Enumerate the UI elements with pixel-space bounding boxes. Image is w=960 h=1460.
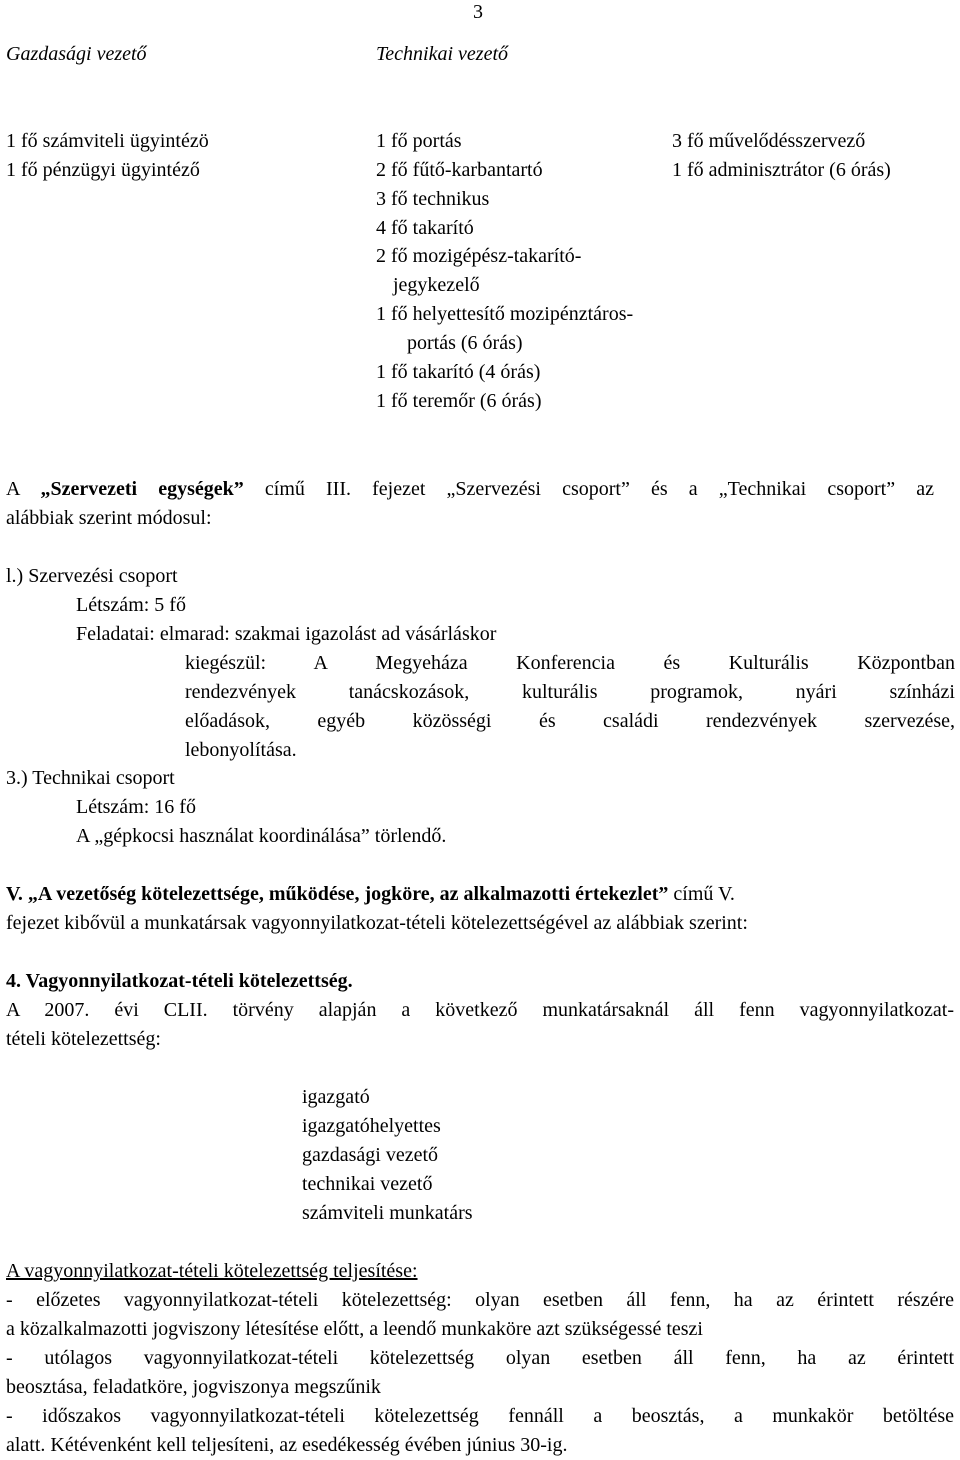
section4-title: 4. Vagyonnyilatkozat-tételi kötelezettség. <box>6 970 353 992</box>
page-number: 3 <box>473 1 483 23</box>
group1-tasks: Feladatai: elmarad: szakmai igazolást ad vásárláskor <box>76 623 497 645</box>
staff-line: 2 fő mozigépész-takarító- <box>376 245 582 267</box>
section3-intro-line1: A „Szervezeti egységek” című III. fejezet „Szervezési csoport” és a „Technikai csoport” az <box>6 478 934 500</box>
header-technical-manager: Technikai vezető <box>376 43 509 65</box>
fulfilment-line: - időszakos vagyonnyilatkozat-tételi kötelezettség fennáll a beosztás, a munkakör betöltése <box>6 1405 954 1427</box>
group1-extra-line: kiegészül: A Megyeháza Konferencia és Kulturális Központban <box>185 652 955 674</box>
fulfilment-title: A vagyonnyilatkozat-tételi kötelezettség teljesítése: <box>6 1260 418 1282</box>
staff-line: 1 fő takarító (4 órás) <box>376 361 541 383</box>
staff-line: jegykezelő <box>393 274 480 296</box>
position-item: igazgatóhelyettes <box>302 1115 441 1137</box>
group3-title: 3.) Technikai csoport <box>6 767 175 789</box>
fulfilment-line: - előzetes vagyonnyilatkozat-tételi kötelezettség: olyan esetben áll fenn, ha az érintett részére <box>6 1289 954 1311</box>
staff-line: 1 fő portás <box>376 130 462 152</box>
group1-title: l.) Szervezési csoport <box>6 565 178 587</box>
header-economic-manager: Gazdasági vezető <box>6 43 147 65</box>
staff-line: 1 fő számviteli ügyintézö <box>6 130 209 152</box>
staff-line: 1 fő pénzügyi ügyintéző <box>6 159 200 181</box>
staff-line: 1 fő helyettesítő mozipénztáros- <box>376 303 634 325</box>
staff-line: 3 fő művelődésszervező <box>672 130 866 152</box>
fulfilment-line: alatt. Kétévenként kell teljesíteni, az esedékesség évében június 30-ig. <box>6 1434 568 1456</box>
group3-headcount: Létszám: 16 fő <box>76 796 196 818</box>
position-item: technikai vezető <box>302 1173 433 1195</box>
group1-extra-line: rendezvények tanácskozások, kulturális programok, nyári színházi <box>185 681 955 703</box>
position-item: igazgató <box>302 1086 370 1108</box>
section4-line1: A 2007. évi CLII. törvény alapján a következő munkatársaknál áll fenn vagyonnyilatkozat- <box>6 999 954 1021</box>
staff-line: 2 fő fűtő-karbantartó <box>376 159 543 181</box>
staff-line: 3 fő technikus <box>376 188 490 210</box>
group1-headcount: Létszám: 5 fő <box>76 594 186 616</box>
fulfilment-line: beosztása, feladatköre, jogviszonya megszűnik <box>6 1376 381 1398</box>
group1-extra-line: előadások, egyéb közösségi és családi rendezvények szervezése, <box>185 710 955 732</box>
position-item: gazdasági vezető <box>302 1144 439 1166</box>
section3-intro-line2: alábbiak szerint módosul: <box>6 507 212 529</box>
staff-line: 4 fő takarító <box>376 217 474 239</box>
staff-line: portás (6 órás) <box>407 332 523 354</box>
group1-extra-line: lebonyolítása. <box>185 739 297 761</box>
staff-line: 1 fő teremőr (6 órás) <box>376 390 542 412</box>
section5-line1: V. „A vezetőség kötelezettsége, működése, jogköre, az alkalmazotti értekezlet” című V. <box>6 883 735 905</box>
fulfilment-line: a közalkalmazotti jogviszony létesítése előtt, a leendő munkaköre azt szükségessé teszi <box>6 1318 703 1340</box>
staff-line: 1 fő adminisztrátor (6 órás) <box>672 159 891 181</box>
position-item: számviteli munkatárs <box>302 1202 473 1224</box>
group3-note: A „gépkocsi használat koordinálása” törlendő. <box>76 825 447 847</box>
section5-line2: fejezet kibővül a munkatársak vagyonnyilatkozat-tételi kötelezettségével az alábbiak szerint: <box>6 912 748 934</box>
section4-line2: tételi kötelezettség: <box>6 1028 161 1050</box>
fulfilment-line: - utólagos vagyonnyilatkozat-tételi kötelezettség olyan esetben áll fenn, ha az érintett <box>6 1347 954 1369</box>
